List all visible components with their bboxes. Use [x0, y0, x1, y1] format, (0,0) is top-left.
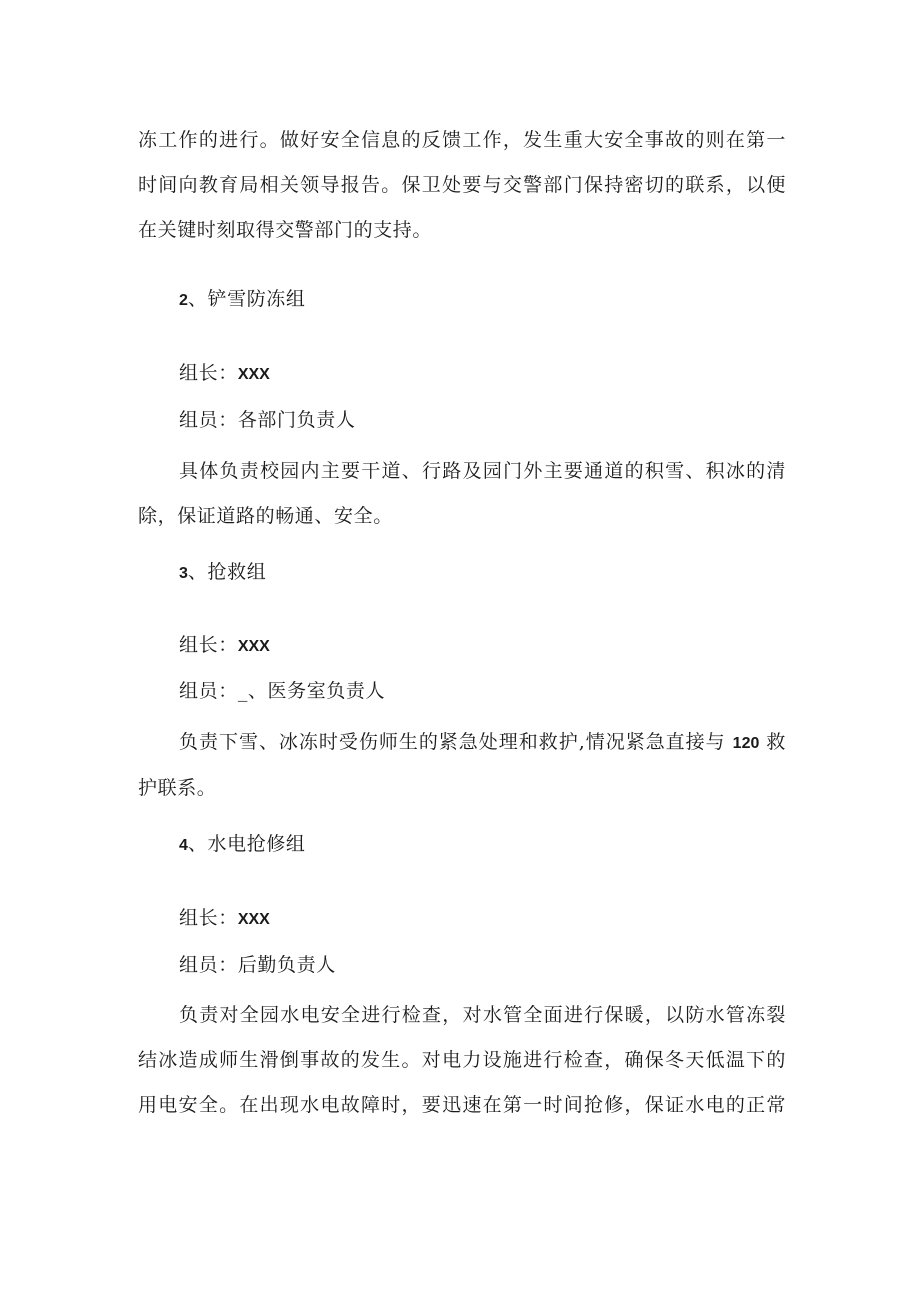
member-label: 组员：: [179, 954, 238, 976]
group-member-line: [179, 398, 786, 443]
section-number: 4: [179, 837, 188, 854]
text-line: 护联系。: [138, 777, 217, 799]
text-fragment: 负责下雪、冰冻时受伤师生的紧急处理和救护,情况紧急直接与: [179, 731, 726, 753]
leader-label: 组长：: [179, 362, 238, 384]
text-line: 在关键时刻取得交警部门的支持。: [138, 219, 433, 241]
text-line: 用电安全。在出现水电故障时，要迅速在第一时间抢修，保证水电的正常: [138, 1094, 786, 1116]
group-member-line: [179, 943, 786, 988]
member-value: 后勤负责人: [237, 954, 336, 976]
leader-label: 组长：: [179, 634, 238, 656]
paragraph-safety-feedback: [138, 118, 786, 253]
section-heading-utility-group: [179, 822, 786, 868]
text-line: [138, 720, 786, 766]
group-member-line: [179, 669, 786, 714]
text-line: 结冰造成师生滑倒事故的发生。对电力设施进行检查，确保冬天低温下的: [138, 1049, 786, 1071]
group-leader-line: [179, 623, 786, 669]
leader-value: XXX: [237, 638, 270, 655]
text-line: 负责对全园水电安全进行检查，对水管全面进行保暖，以防水管冻裂: [179, 1004, 786, 1026]
leader-value: XXX: [237, 366, 270, 383]
emergency-number: 120: [732, 735, 760, 752]
text-line: 除，保证道路的畅通、安全。: [138, 505, 393, 527]
paragraph-snow-duty: [138, 449, 786, 539]
section-title: 、铲雪防冻组: [187, 288, 306, 310]
member-label: 组员：: [179, 680, 238, 702]
text-line: 时间向教育局相关领导报告。保卫处要与交警部门保持密切的联系，以便: [138, 174, 786, 196]
leader-label: 组长：: [179, 907, 238, 929]
section-number: 2: [179, 292, 188, 309]
member-value: _、医务室负责人: [237, 680, 386, 702]
text-line: 具体负责校园内主要干道、行路及园门外主要通道的积雪、积冰的清: [179, 460, 786, 482]
member-label: 组员：: [179, 409, 238, 431]
section-heading-rescue-group: [179, 550, 786, 596]
leader-value: XXX: [237, 911, 270, 928]
text-line: 冻工作的进行。做好安全信息的反馈工作，发生重大安全事故的则在第一: [138, 129, 786, 151]
section-number: 3: [179, 565, 188, 582]
group-leader-line: [179, 351, 786, 397]
paragraph-rescue-duty: [138, 720, 786, 811]
group-leader-line: [179, 896, 786, 942]
member-value: 各部门负责人: [237, 409, 356, 431]
section-title: 、水电抢修组: [187, 833, 306, 855]
section-heading-snow-group: [179, 277, 786, 323]
section-title: 、抢救组: [187, 561, 267, 583]
text-fragment: 救: [766, 731, 787, 753]
paragraph-utility-duty: [138, 993, 786, 1128]
